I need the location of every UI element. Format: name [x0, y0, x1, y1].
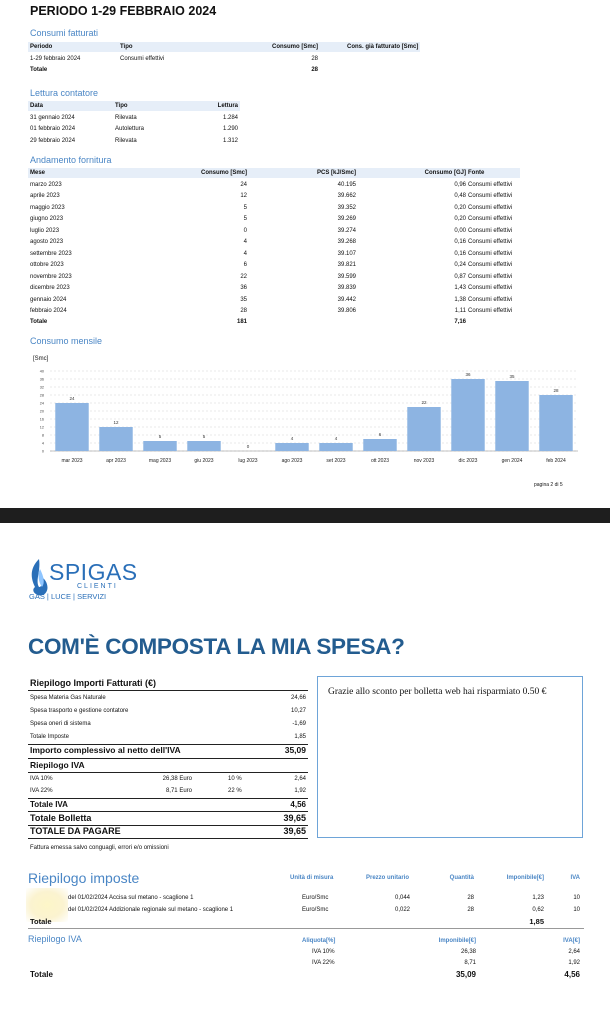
- flame-icon: [27, 557, 49, 597]
- totale-iva-value: 4,56: [290, 800, 306, 809]
- col-header: Tipo: [115, 103, 128, 109]
- andamento-pcs: 39.821: [337, 262, 356, 269]
- andamento-gj: 0,24: [454, 262, 466, 269]
- divider: [28, 811, 308, 812]
- andamento-consumo: 24: [240, 182, 247, 188]
- lettura-value: 1.284: [222, 115, 238, 121]
- andamento-pcs: 39.269: [337, 216, 356, 223]
- y-tick-label: 32: [39, 385, 44, 390]
- andamento-gj: 1,38: [454, 296, 466, 303]
- data-label: 4: [290, 436, 294, 441]
- netto-label: Importo complessivo al netto dell'IVA: [30, 745, 181, 755]
- sconto-box: [317, 676, 583, 838]
- importo-value: 24,66: [290, 695, 306, 701]
- col-header: Consumo [Smc]: [271, 44, 318, 50]
- andamento-consumo: 5: [243, 216, 247, 223]
- iva-bottom-imponibile: 8,71: [464, 960, 476, 966]
- y-tick-label: 36: [39, 377, 44, 382]
- bar: [451, 379, 484, 451]
- bar: [275, 443, 308, 451]
- totale-bolletta-value: 39,65: [283, 813, 306, 823]
- logo-sub: CLIENTI: [77, 583, 118, 590]
- andamento-consumo: 4: [243, 239, 247, 246]
- col-header: Unità di misura: [290, 875, 334, 881]
- total-label: Totale: [30, 67, 48, 73]
- imposta-iva: 10: [573, 895, 580, 901]
- y-tick-label: 20: [39, 409, 44, 414]
- total-label: Totale: [30, 319, 48, 325]
- iva-amount: 1,92: [294, 788, 306, 794]
- andamento-gj: 0,87: [454, 273, 466, 280]
- consumo-mensile-chart: [28, 365, 588, 467]
- andamento-fonte: Consumi effettivi: [468, 216, 513, 223]
- table-cell: Consumi effettivi: [120, 56, 165, 62]
- riepilogo-importi-title: Riepilogo Importi Fatturati (€): [30, 678, 156, 688]
- x-tick-label: ago 2023: [281, 458, 303, 464]
- col-header: Imponibile[€]: [506, 875, 544, 881]
- divider: [28, 772, 308, 773]
- col-header: Periodo: [30, 44, 53, 50]
- y-tick-label: 12: [39, 425, 44, 430]
- section-title-consumi-fatturati: Consumi fatturati: [30, 28, 99, 38]
- data-label: 4: [334, 436, 338, 441]
- col-header: IVA[€]: [563, 938, 580, 944]
- importo-value: 1,85: [294, 734, 306, 740]
- col-header: Lettura: [217, 103, 238, 109]
- totale-iva-label: Totale IVA: [30, 800, 68, 809]
- table-cell: 1-29 febbraio 2024: [30, 56, 81, 62]
- iva-bottom-imponibile: 26,38: [460, 949, 476, 955]
- iva-percent: 22 %: [228, 788, 242, 794]
- andamento-consumo: 28: [240, 307, 247, 314]
- andamento-month: luglio 2023: [30, 227, 60, 234]
- y-tick-label: 28: [39, 393, 44, 398]
- y-tick-label: 0: [41, 449, 44, 454]
- andamento-fonte: Consumi effettivi: [468, 182, 513, 188]
- andamento-month: agosto 2023: [30, 239, 64, 246]
- iva-percent: 10 %: [228, 776, 242, 782]
- iva-bottom-iva: 2,64: [568, 949, 580, 955]
- andamento-month: novembre 2023: [30, 273, 72, 280]
- data-label: 12: [113, 420, 119, 425]
- y-tick-label: 4: [41, 441, 44, 446]
- importo-label: Totale Imposte: [30, 734, 70, 740]
- iva-bottom-rate: IVA 22%: [312, 960, 335, 966]
- andamento-consumo: 5: [243, 204, 247, 211]
- page-number: pagina 2 di 5: [534, 482, 563, 488]
- y-tick-label: 24: [39, 401, 44, 406]
- fattura-note: Fattura emessa salvo conguagli, errori e/o omissioni: [30, 845, 169, 851]
- x-tick-label: feb 2024: [546, 458, 566, 464]
- x-tick-label: giu 2023: [194, 458, 214, 464]
- iva-amount: 2,64: [294, 776, 306, 782]
- data-label: 5: [158, 434, 162, 439]
- andamento-consumo: 35: [240, 296, 247, 303]
- andamento-consumo: 6: [243, 262, 247, 269]
- data-label: 35: [509, 374, 515, 379]
- andamento-pcs: 39.599: [337, 273, 356, 280]
- col-header: Cons. già fatturato [Smc]: [347, 44, 419, 50]
- andamento-month: maggio 2023: [30, 204, 65, 211]
- x-tick-label: ott 2023: [370, 458, 390, 464]
- period-title: PERIODO 1-29 FEBBRAIO 2024: [30, 4, 217, 18]
- x-tick-label: set 2023: [326, 458, 346, 464]
- x-tick-label: mag 2023: [148, 458, 172, 464]
- andamento-month: settembre 2023: [30, 250, 72, 257]
- imposta-price: 0,044: [394, 895, 410, 901]
- andamento-fonte: Consumi effettivi: [468, 285, 513, 292]
- data-label: 6: [378, 432, 382, 437]
- andamento-gj: 0,48: [454, 193, 466, 200]
- table-cell: 28: [311, 56, 318, 62]
- andamento-fonte: Consumi effettivi: [468, 296, 513, 303]
- andamento-fonte: Consumi effettivi: [468, 204, 513, 211]
- andamento-fonte: Consumi effettivi: [468, 307, 513, 314]
- andamento-consumo: 12: [240, 193, 247, 200]
- andamento-pcs: 39.274: [337, 227, 356, 234]
- iva-rate: IVA 22%: [30, 788, 53, 794]
- andamento-pcs: 39.268: [337, 239, 356, 246]
- x-tick-label: nov 2023: [413, 458, 435, 464]
- andamento-pcs: 39.352: [337, 204, 356, 211]
- andamento-consumo: 22: [240, 273, 247, 280]
- chart-ylabel: [Smc]: [33, 356, 49, 362]
- imposta-unit: Euro/Smc: [302, 895, 329, 901]
- bar: [99, 427, 132, 451]
- total-value: 28: [311, 67, 318, 73]
- col-header: Aliquota[%]: [302, 938, 336, 944]
- imposta-quantity: 28: [467, 907, 474, 913]
- lettura-date: 29 febbraio 2024: [30, 137, 76, 144]
- total-label: Totale: [30, 970, 53, 979]
- lettura-date: 01 febbraio 2024: [30, 126, 76, 133]
- imposta-description: del 01/02/2024 Addizionale regionale sul metano - scaglione 1: [68, 907, 234, 913]
- andamento-month: giugno 2023: [30, 216, 64, 223]
- total-iva: 4,56: [564, 970, 580, 979]
- andamento-consumo: 0: [243, 227, 247, 234]
- data-label: 0: [246, 444, 250, 449]
- andamento-gj: 0,20: [454, 216, 466, 223]
- col-header: Imponibile[€]: [438, 938, 476, 944]
- andamento-pcs: 39.107: [337, 250, 356, 257]
- andamento-consumo: 36: [240, 285, 247, 292]
- imposta-unit: Euro/Smc: [302, 907, 329, 913]
- andamento-gj: 1,43: [454, 285, 466, 292]
- andamento-gj: 0,16: [454, 239, 466, 246]
- andamento-fonte: Consumi effettivi: [468, 250, 513, 257]
- total-label: Totale: [30, 917, 52, 926]
- imposta-price: 0,022: [394, 907, 410, 913]
- col-header: Tipo: [120, 44, 133, 50]
- col-header: PCS [kJ/Smc]: [316, 170, 356, 176]
- totale-bolletta-label: Totale Bolletta: [30, 813, 92, 823]
- data-label: 36: [465, 372, 471, 377]
- bar: [407, 407, 440, 451]
- importo-label: Spesa Materia Gas Naturale: [30, 695, 106, 701]
- page-separator: [0, 508, 610, 523]
- andamento-month: febbraio 2024: [30, 307, 67, 314]
- section-title-consumo-mensile: Consumo mensile: [30, 336, 103, 346]
- andamento-pcs: 40.195: [337, 182, 356, 188]
- bar: [319, 443, 352, 451]
- riepilogo-iva-bottom-title: Riepilogo IVA: [28, 934, 82, 944]
- imposta-imponibile: 1,23: [532, 895, 544, 901]
- riepilogo-imposte-title: Riepilogo imposte: [28, 870, 140, 886]
- netto-value: 35,09: [284, 745, 306, 755]
- andamento-pcs: 39.839: [337, 285, 356, 292]
- x-tick-label: gen 2024: [501, 458, 523, 464]
- imposta-description: del 01/02/2024 Accisa sul metano - scaglione 1: [68, 895, 194, 901]
- lettura-type: Autolettura: [115, 126, 145, 133]
- iva-base: 26,38 Euro: [162, 776, 192, 782]
- col-header: Mese: [30, 170, 46, 176]
- y-tick-label: 16: [39, 417, 44, 422]
- col-header: Data: [30, 103, 44, 109]
- logo-tagline: GAS | LUCE | SERVIZI: [29, 592, 107, 601]
- page-heading: COM'È COMPOSTA LA MIA SPESA?: [28, 634, 405, 659]
- andamento-pcs: 39.806: [337, 307, 356, 314]
- total-value: 1,85: [529, 917, 544, 926]
- imposta-iva: 10: [573, 907, 580, 913]
- importo-label: Spesa trasporto e gestione contatore: [30, 708, 129, 714]
- spigas-logo: [27, 555, 137, 605]
- andamento-fonte: Consumi effettivi: [468, 193, 513, 200]
- col-header: Fonte: [468, 170, 485, 176]
- importo-value: 10,27: [290, 708, 306, 714]
- data-label: 5: [202, 434, 206, 439]
- bar: [55, 403, 88, 451]
- andamento-gj: 0,16: [454, 250, 466, 257]
- andamento-pcs: 39.662: [337, 193, 356, 200]
- y-tick-label: 40: [39, 369, 44, 374]
- importo-value: -1,69: [292, 721, 306, 727]
- total-gj: 7,16: [454, 319, 466, 325]
- andamento-month: gennaio 2024: [30, 296, 67, 303]
- andamento-month: ottobre 2023: [30, 262, 64, 269]
- col-header: Quantità: [449, 875, 474, 881]
- andamento-fonte: Consumi effettivi: [468, 227, 513, 234]
- importo-label: Spesa oneri di sistema: [30, 721, 91, 727]
- riepilogo-iva-title: Riepilogo IVA: [30, 760, 85, 770]
- col-header: Consumo [Smc]: [200, 170, 247, 176]
- andamento-fonte: Consumi effettivi: [468, 273, 513, 280]
- section-title-lettura: Lettura contatore: [30, 88, 99, 98]
- data-label: 28: [553, 388, 559, 393]
- lettura-date: 31 gennaio 2024: [30, 115, 75, 121]
- andamento-fonte: Consumi effettivi: [468, 239, 513, 246]
- data-label: 24: [69, 396, 75, 401]
- andamento-gj: 0,00: [454, 227, 466, 234]
- sconto-message: Grazie allo sconto per bolletta web hai risparmiato 0.50 €: [328, 687, 547, 697]
- bar: [143, 441, 176, 451]
- lettura-value: 1.290: [222, 126, 238, 133]
- lettura-type: Rilevata: [115, 115, 137, 121]
- bar: [187, 441, 220, 451]
- totale-pagare-label: TOTALE DA PAGARE: [30, 826, 121, 836]
- divider: [28, 838, 308, 839]
- col-header: Prezzo unitario: [366, 875, 410, 881]
- col-header: Consumo [GJ]: [424, 170, 466, 176]
- y-tick-label: 8: [41, 433, 44, 438]
- divider: [28, 690, 308, 691]
- x-tick-label: dic 2023: [458, 458, 478, 464]
- logo-name: SPIGAS: [49, 559, 138, 585]
- andamento-gj: 1,11: [454, 307, 466, 314]
- andamento-fonte: Consumi effettivi: [468, 262, 513, 269]
- x-tick-label: lug 2023: [238, 458, 258, 464]
- andamento-consumo: 4: [243, 250, 247, 257]
- iva-bottom-rate: IVA 10%: [312, 949, 335, 955]
- bar: [495, 381, 528, 451]
- bar: [539, 395, 572, 451]
- col-header: IVA: [570, 875, 580, 881]
- x-tick-label: apr 2023: [106, 458, 126, 464]
- total-imponibile: 35,09: [455, 970, 476, 979]
- andamento-month: aprile 2023: [30, 193, 60, 200]
- andamento-gj: 0,20: [454, 204, 466, 211]
- divider: [28, 928, 584, 929]
- section-title-andamento: Andamento fornitura: [30, 155, 112, 165]
- totale-pagare-value: 39,65: [283, 826, 306, 836]
- lettura-value: 1.312: [222, 137, 238, 144]
- total-consumo: 181: [236, 319, 247, 325]
- imposta-quantity: 28: [467, 895, 474, 901]
- andamento-pcs: 39.442: [337, 296, 356, 303]
- iva-base: 8,71 Euro: [165, 788, 192, 794]
- divider: [28, 798, 308, 799]
- imposta-imponibile: 0,62: [532, 907, 544, 913]
- divider: [28, 758, 308, 759]
- iva-rate: IVA 10%: [30, 776, 53, 782]
- bar: [363, 439, 396, 451]
- data-label: 22: [421, 400, 427, 405]
- lettura-type: Rilevata: [115, 137, 137, 144]
- andamento-gj: 0,96: [454, 182, 466, 188]
- andamento-month: marzo 2023: [30, 182, 62, 188]
- iva-bottom-iva: 1,92: [568, 960, 580, 966]
- x-tick-label: mar 2023: [61, 458, 83, 464]
- andamento-month: dicembre 2023: [30, 285, 70, 292]
